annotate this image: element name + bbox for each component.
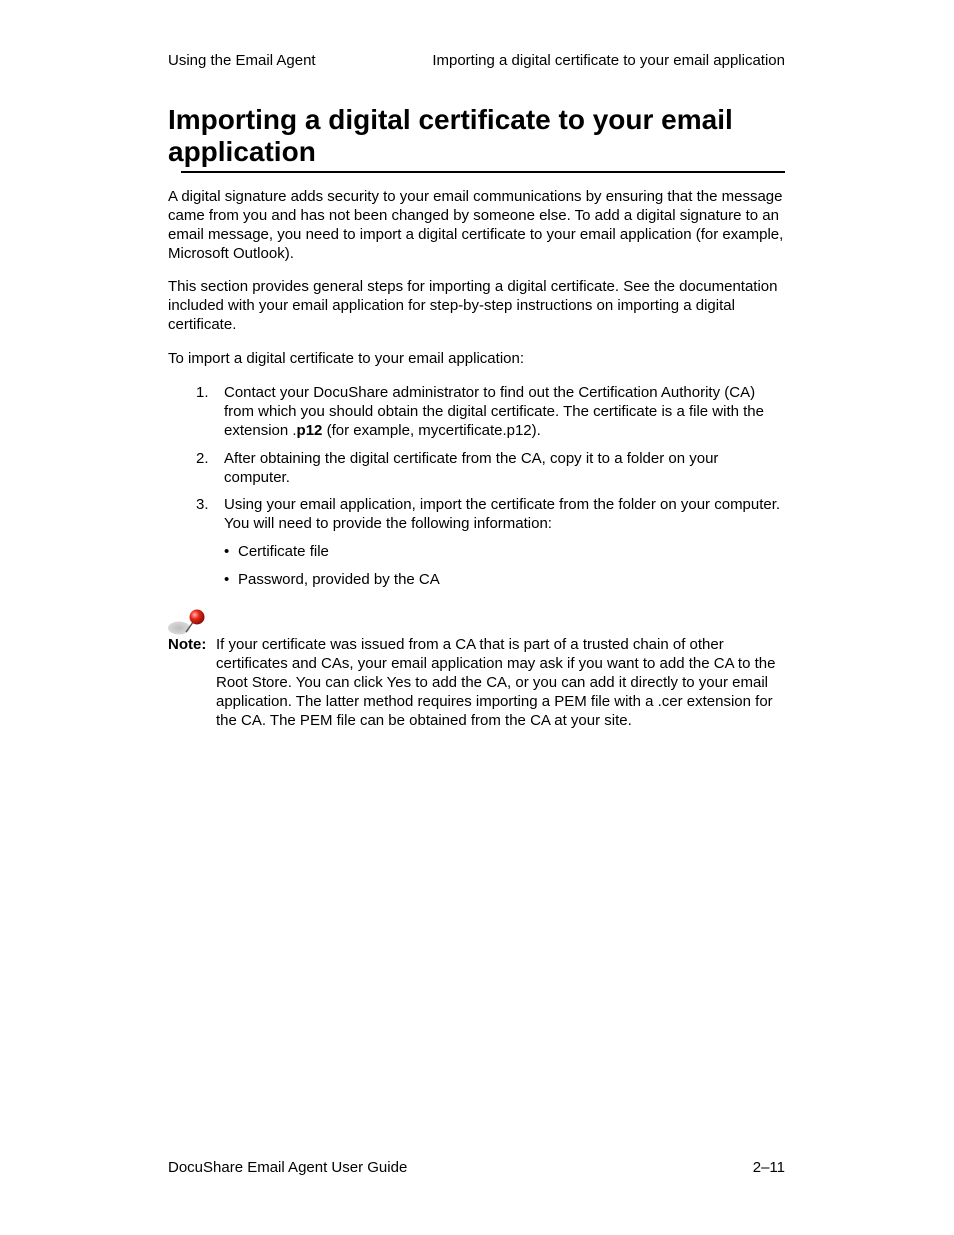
procedure-intro: To import a digital certificate to your email application: bbox=[168, 350, 525, 367]
note-label: Note: bbox=[168, 636, 207, 653]
footer-guide-title: DocuShare Email Agent User Guide bbox=[168, 1159, 408, 1176]
step-text: Using your email application, import the certificate from the folder on your computer. You will need to provide the following information: bbox=[224, 496, 781, 532]
bullet-glyph: • bbox=[224, 543, 230, 560]
pushpin-note-icon bbox=[166, 608, 208, 638]
extension-bold: p12 bbox=[296, 422, 323, 439]
running-header-section: Using the Email Agent bbox=[168, 52, 316, 69]
step-text: After obtaining the digital certificate from the CA, copy it to a folder on your computer. bbox=[224, 450, 719, 486]
step-text: Contact your DocuShare administrator to find out the Certification Authority (CA) from which you should obtain the digital certificate. The certificate is a file with the extension .p12 (for example, mycertificate.p12). bbox=[224, 384, 764, 439]
step-number: 1. bbox=[196, 384, 209, 401]
page-number: 2–11 bbox=[752, 1159, 785, 1176]
title-underline bbox=[181, 171, 785, 173]
note-text: If your certificate was issued from a CA that is part of a trusted chain of other certificates and CAs, your email application may ask if you want to add the CA to the Root Store. You can click Yes to add the CA, or you can add it directly to your email application. The latter method requires importing a PEM file with a .cer extension for the CA. The PEM file can be obtained from the CA at your site. bbox=[216, 636, 776, 729]
bullet-glyph: • bbox=[224, 571, 230, 588]
step-number: 3. bbox=[196, 496, 209, 513]
intro-paragraph: A digital signature adds security to your email communications by ensuring that the message came from you and has not been changed by someone else. To add a digital signature to an email message, you need to import a digital certificate to your email application (for example, Microsoft Outlook). bbox=[168, 188, 784, 262]
running-header-title: Importing a digital certificate to your email application bbox=[432, 52, 785, 69]
overview-paragraph: This section provides general steps for importing a digital certificate. See the documentation included with your email application for step-by-step instructions on importing a digital certificate. bbox=[168, 278, 778, 333]
page-title: Importing a digital certificate to your email application bbox=[168, 104, 733, 167]
step-number: 2. bbox=[196, 450, 209, 467]
